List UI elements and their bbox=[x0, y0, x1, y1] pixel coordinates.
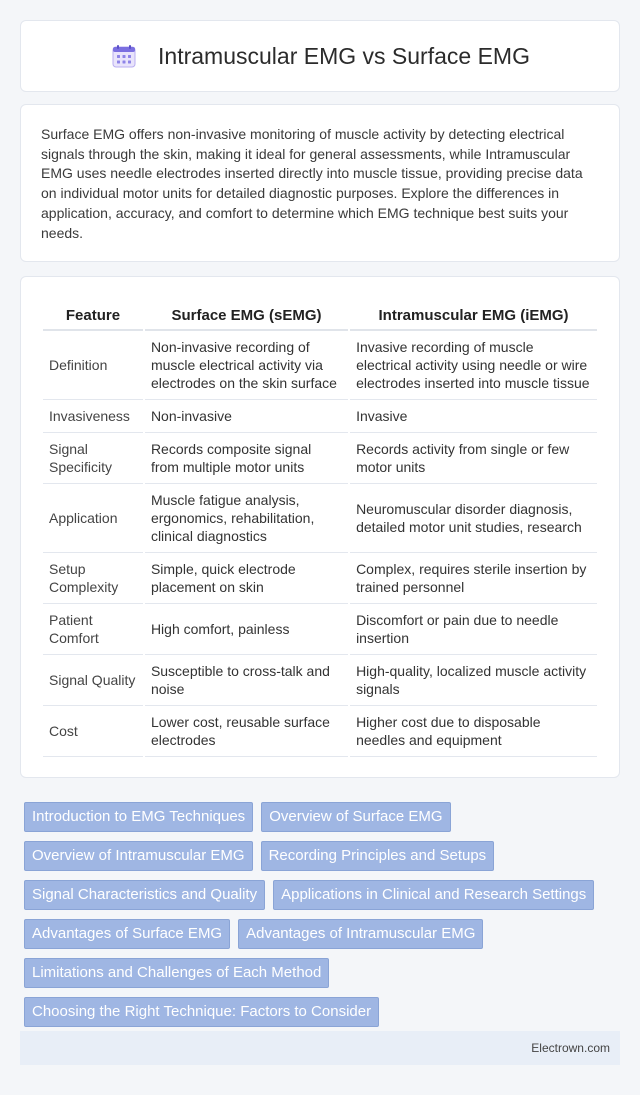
table-row bbox=[43, 484, 597, 553]
surface-emg-cell: Non-invasive bbox=[145, 400, 348, 433]
topic-tag[interactable]: Applications in Clinical and Research Settings bbox=[273, 880, 594, 910]
intramuscular-emg-cell: Records activity from single or few motor units bbox=[350, 433, 597, 484]
topic-tag[interactable]: Overview of Surface EMG bbox=[261, 802, 450, 832]
intramuscular-emg-cell: Complex, requires sterile insertion by trained personnel bbox=[350, 553, 597, 604]
calendar-grid-icon bbox=[110, 42, 138, 70]
surface-emg-cell: Lower cost, reusable surface electrodes bbox=[145, 706, 348, 757]
feature-cell: Application bbox=[43, 484, 143, 553]
intramuscular-emg-cell: Higher cost due to disposable needles and equipment bbox=[350, 706, 597, 757]
intramuscular-emg-cell: Invasive bbox=[350, 400, 597, 433]
table-row bbox=[43, 331, 597, 400]
surface-emg-cell: Non-invasive recording of muscle electrical activity via electrodes on the skin surface bbox=[145, 331, 348, 400]
intramuscular-emg-cell: High-quality, localized muscle activity signals bbox=[350, 655, 597, 706]
topic-tag[interactable]: Recording Principles and Setups bbox=[261, 841, 495, 871]
comparison-table bbox=[41, 299, 599, 757]
feature-cell: Signal Quality bbox=[43, 655, 143, 706]
footer-brand[interactable]: Electrown.com bbox=[531, 1041, 610, 1055]
table-row bbox=[43, 400, 597, 433]
intro-card bbox=[20, 104, 620, 262]
surface-emg-cell: Muscle fatigue analysis, ergonomics, rehabilitation, clinical diagnostics bbox=[145, 484, 348, 553]
footer bbox=[20, 1031, 620, 1065]
column-header: Surface EMG (sEMG) bbox=[145, 299, 348, 331]
surface-emg-cell: Simple, quick electrode placement on skin bbox=[145, 553, 348, 604]
page-title: Intramuscular EMG vs Surface EMG bbox=[158, 42, 530, 69]
topic-tag[interactable]: Advantages of Intramuscular EMG bbox=[238, 919, 483, 949]
feature-cell: Patient Comfort bbox=[43, 604, 143, 655]
topic-tag[interactable]: Advantages of Surface EMG bbox=[24, 919, 230, 949]
surface-emg-cell: Records composite signal from multiple motor units bbox=[145, 433, 348, 484]
table-row bbox=[43, 433, 597, 484]
column-header: Feature bbox=[43, 299, 143, 331]
feature-cell: Cost bbox=[43, 706, 143, 757]
feature-cell: Setup Complexity bbox=[43, 553, 143, 604]
surface-emg-cell: Susceptible to cross-talk and noise bbox=[145, 655, 348, 706]
topic-tag[interactable]: Limitations and Challenges of Each Method bbox=[24, 958, 329, 988]
header-card bbox=[20, 20, 620, 92]
feature-cell: Invasiveness bbox=[43, 400, 143, 433]
feature-cell: Signal Specificity bbox=[43, 433, 143, 484]
intro-text: Surface EMG offers non-invasive monitoring of muscle activity by detecting electrical signals through the skin, making it ideal for general assessments, while Intramuscular EMG uses needle electrodes inserted directly into muscle tissue, providing precise data on individual motor units for detailed diagnostic purposes. Explore the differences in application, accuracy, and comfort to determine which EMG technique best suits your needs. bbox=[41, 126, 583, 241]
topic-tag[interactable]: Introduction to EMG Techniques bbox=[24, 802, 253, 832]
table-row bbox=[43, 706, 597, 757]
topic-tag[interactable]: Overview of Intramuscular EMG bbox=[24, 841, 253, 871]
table-row bbox=[43, 553, 597, 604]
intramuscular-emg-cell: Invasive recording of muscle electrical activity using needle or wire electrodes inserted into muscle tissue bbox=[350, 331, 597, 400]
topic-tags bbox=[20, 800, 620, 1034]
table-header-row bbox=[43, 299, 597, 331]
table-row bbox=[43, 604, 597, 655]
intramuscular-emg-cell: Neuromuscular disorder diagnosis, detailed motor unit studies, research bbox=[350, 484, 597, 553]
table-row bbox=[43, 655, 597, 706]
topic-tag[interactable]: Choosing the Right Technique: Factors to Consider bbox=[24, 997, 379, 1027]
surface-emg-cell: High comfort, painless bbox=[145, 604, 348, 655]
intramuscular-emg-cell: Discomfort or pain due to needle insertion bbox=[350, 604, 597, 655]
topic-tag[interactable]: Signal Characteristics and Quality bbox=[24, 880, 265, 910]
column-header: Intramuscular EMG (iEMG) bbox=[350, 299, 597, 331]
feature-cell: Definition bbox=[43, 331, 143, 400]
comparison-card bbox=[20, 276, 620, 778]
